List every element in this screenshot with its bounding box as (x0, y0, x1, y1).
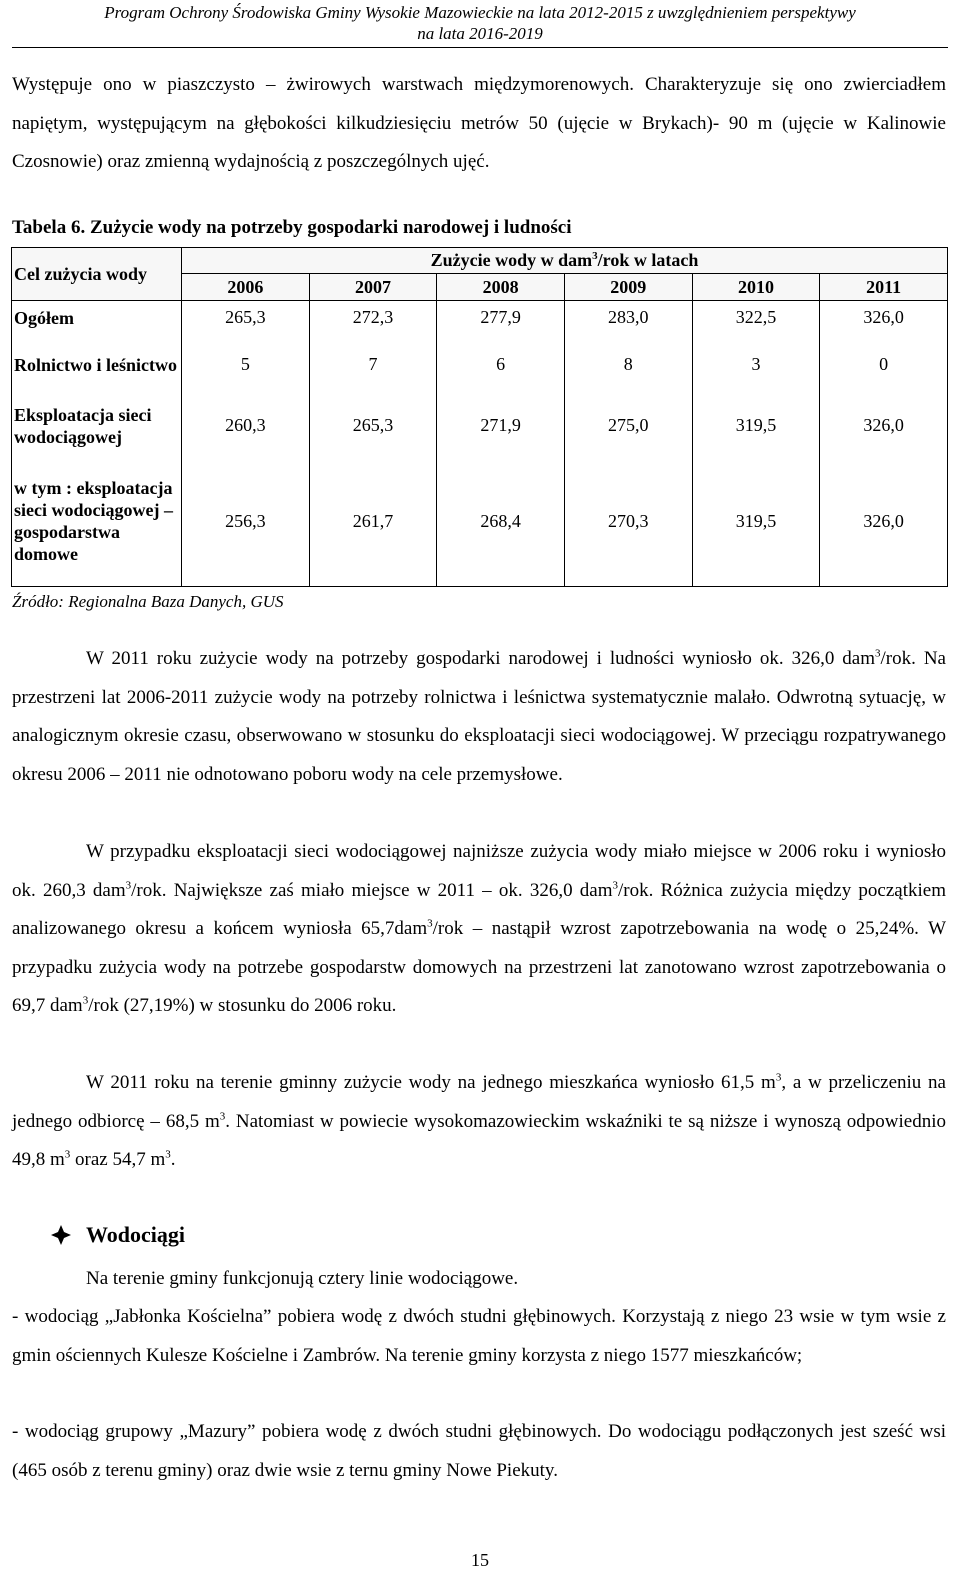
row-label: Ogółem (12, 301, 182, 335)
table-cell: 265,3 (182, 301, 310, 335)
table-cell: 283,0 (564, 301, 692, 335)
table-row (12, 335, 948, 395)
table-cell: 277,9 (437, 301, 565, 335)
table-row (12, 301, 948, 335)
table-cell: 275,0 (564, 395, 692, 457)
table-cell: 5 (182, 335, 310, 395)
table-cell: 8 (564, 335, 692, 395)
table-cell: 319,5 (692, 395, 820, 457)
table-cell: 3 (692, 335, 820, 395)
header-line-2: na lata 2016-2019 (417, 24, 543, 43)
table-cell: 261,7 (309, 457, 437, 587)
table-cell: 265,3 (309, 395, 437, 457)
intro-paragraph: Występuje ono w piaszczysto – żwirowych warstwach międzymorenowych. Charakteryzuje się ono zwierciadłem napiętym, występującym na głębokości kilkudziesięciu metrów 50 (ujęcie w Brykach)- 90 m (ujęcie w Kalinowie Czosnowie) oraz zmienną wydajnością z poszczególnych ujęć. (12, 74, 946, 172)
table-cell: 7 (309, 335, 437, 395)
col-purpose-header: Cel zużycia wody (12, 248, 182, 301)
list-item: - wodociąg „Jabłonka Kościelna” pobiera wodę z dwóch studni głębinowych. Korzystają z niego 23 wsie w tym wsie z gmin ościennych Kulesze Kościelne i Zambrów. Na terenie gminy korzysta z niego 1577 mieszkańców; (12, 1306, 946, 1366)
header-rule (12, 47, 948, 48)
table-cell: 319,5 (692, 457, 820, 587)
header-line-1: Program Ochrony Środowiska Gminy Wysokie Mazowieckie na lata 2012-2015 z uwzględnieniem perspektywy (104, 3, 856, 22)
table-header-row (12, 248, 948, 274)
year-header: 2011 (820, 274, 948, 301)
table-cell: 270,3 (564, 457, 692, 587)
paragraph-3: W 2011 roku na terenie gminny zużycie wody na jednego mieszkańca wyniosło 61,5 $m^3$, a w przeliczeniu na jednego odbiorcę – 68,5 $m^3$. Natomiast w powiecie wysokomazowieckim wskaźniki te są niższe i wynoszą odpowiednio 49,8 $m^3$ oraz 54,7 $m^3$. (12, 1071, 946, 1170)
year-header: 2010 (692, 274, 820, 301)
page-number: 15 (471, 1550, 489, 1570)
table-cell: 256,3 (182, 457, 310, 587)
diamond-bullet-icon (50, 1224, 72, 1246)
table-cell: 0 (820, 335, 948, 395)
paragraph-2: W przypadku eksploatacji sieci wodociągowej najniższe zużycia wody miało miejsce w 2006 roku i wyniosło ok. 260,3 dam$^3$/rok. Największe zaś miało miejsce w 2011 – ok. 326,0 dam$^3$/rok. Różnica zużycia między początkiem analizowanego okresu a końcem wyniosła 65,7dam$^3$/rok – nastąpił wzrost zapotrzebowania na wodę o 25,24%. W przypadku zużycia wody na potrzebe gospodarstw domowych na przestrzeni lat zanotowano wzrost zapotrzebowania o 69,7 dam$^3$/rok (27,19%) w stosunku do 2006 roku. (12, 841, 946, 1016)
table-row (12, 457, 948, 587)
section-intro: Na terenie gminy funkcjonują cztery linie wodociągowe. (86, 1268, 519, 1289)
row-label: Rolnictwo i leśnictwo (12, 335, 182, 395)
table-cell: 326,0 (820, 457, 948, 587)
table-cell: 260,3 (182, 395, 310, 457)
table-cell: 268,4 (437, 457, 565, 587)
section-title: Wodociągi (86, 1222, 186, 1247)
table-source: Źródło: Regionalna Baza Danych, GUS (12, 592, 284, 611)
water-usage-table (11, 247, 948, 587)
year-header: 2008 (437, 274, 565, 301)
group-header: Zużycie wody w dam$^3$/rok w latach (182, 248, 948, 274)
year-header: 2009 (564, 274, 692, 301)
year-header: 2006 (182, 274, 310, 301)
table-caption: Tabela 6. Zużycie wody na potrzeby gospodarki narodowej i ludności (12, 217, 572, 238)
table-cell: 6 (437, 335, 565, 395)
section-heading (50, 1222, 185, 1248)
row-label: w tym : eksploatacja sieci wodociągowej – gospodarstwa domowe (12, 457, 182, 587)
table-cell: 322,5 (692, 301, 820, 335)
table-cell: 271,9 (437, 395, 565, 457)
table-cell: 326,0 (820, 395, 948, 457)
table-cell: 272,3 (309, 301, 437, 335)
year-header: 2007 (309, 274, 437, 301)
running-header (12, 2, 948, 44)
paragraph-1: W 2011 roku zużycie wody na potrzeby gospodarki narodowej i ludności wyniosło ok. 326,0 dam$^3$/rok. Na przestrzeni lat 2006-2011 zużycie wody na potrzeby rolnictwa i leśnictwa systematycznie malało. Odwrotną sytuację, w analogicznym okresie czasu, obserwowano w stosunku do eksploatacji sieci wodociągowej. W przeciągu rozpatrywanego okresu 2006 – 2011 nie odnotowano poboru wody na cele przemysłowe. (12, 647, 946, 785)
row-label: Eksploatacja sieci wodociągowej (12, 395, 182, 457)
list-item: - wodociąg grupowy „Mazury” pobiera wodę z dwóch studni głębinowych. Do wodociągu podłączonych jest sześć wsi (465 osób z terenu gminy) oraz dwie wsie z ternu gminy Nowe Piekuty. (12, 1421, 946, 1481)
table-cell: 326,0 (820, 301, 948, 335)
table-row (12, 395, 948, 457)
